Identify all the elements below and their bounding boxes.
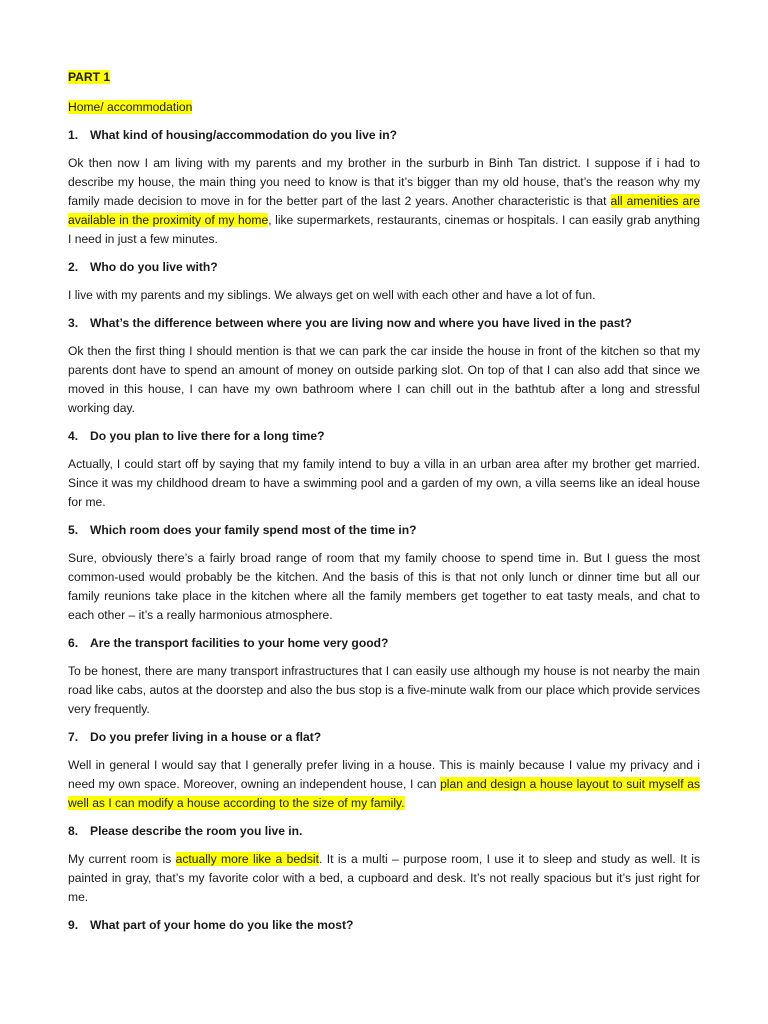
answer-text: To be honest, there are many transport infrastructures that I can easily use although my house is not nearby the main road like cabs, autos at the doorstep and also the bus stop is a five-minute walk from our place which provide services very frequently.	[68, 664, 700, 716]
answer-text: I live with my parents and my siblings. We always get on well with each other and have a lot of fun.	[68, 288, 596, 302]
question-1	[68, 126, 700, 145]
answer-text: Ok then now I am living with my parents and my brother in the surburb in Binh Tan district. I suppose if i had to describe my house, the main thing you need to know is that it’s bigger than my old house, that’s the reason why my family made decision to move in for the better part of the last 2 years. Another characteristic is that	[68, 156, 700, 208]
part-title: PART 1	[68, 70, 111, 84]
question-text: Are the transport facilities to your home very good?	[90, 636, 389, 650]
answer-text: My current room is	[68, 852, 176, 866]
question-number: 1.	[68, 128, 79, 142]
highlighted-phrase: actually more like a bedsit	[175, 852, 319, 866]
question-6	[68, 634, 700, 653]
question-number: 4.	[68, 429, 79, 443]
answer-4	[68, 455, 700, 512]
highlighted-phrase: plan and design a house layout to suit myself as well as I can modify a house according to the size of my family.	[68, 777, 700, 810]
answer-text: Actually, I could start off by saying that my family intend to buy a villa in an urban area after my brother get married. Since it was my childhood dream to have a swimming pool and a garden of my own, a villa seems like an ideal house for me.	[68, 457, 700, 509]
question-3	[68, 314, 700, 333]
answer-2	[68, 286, 700, 305]
question-text: What part of your home do you like the most?	[90, 918, 354, 932]
answer-6	[68, 662, 700, 719]
question-text: Do you plan to live there for a long time?	[90, 429, 325, 443]
question-text: Which room does your family spend most of the time in?	[90, 523, 417, 537]
question-text: Who do you live with?	[90, 260, 218, 274]
question-text: Please describe the room you live in.	[90, 824, 303, 838]
answer-text: , like supermarkets, restaurants, cinemas or hospitals. I can easily grab anything I need in just a few minutes.	[68, 213, 700, 246]
highlighted-phrase: all amenities are available in the proximity of my home	[68, 194, 700, 227]
section-title: Home/ accommodation	[68, 100, 193, 114]
question-number: 9.	[68, 918, 79, 932]
answer-7	[68, 756, 700, 813]
question-number: 5.	[68, 523, 79, 537]
answer-text: Well in general I would say that I generally prefer living in a house. This is mainly because I value my privacy and i need my own space. Moreover, owning an independent house, I can	[68, 758, 700, 791]
question-8	[68, 822, 700, 841]
answer-5	[68, 549, 700, 625]
answer-text: Sure, obviously there’s a fairly broad range of room that my family choose to spend time in. But I guess the most common-used would probably be the kitchen. And the basis of this is that not only lunch or dinner time but all our family reunions take place in the kitchen where all the family members get together to eat tasty meals, and chat to each other – it’s a really harmonious atmosphere.	[68, 551, 700, 622]
answer-8	[68, 850, 700, 907]
question-text: What’s the difference between where you are living now and where you have lived in the past?	[90, 316, 632, 330]
answer-3	[68, 342, 700, 418]
qa-list	[68, 126, 700, 935]
question-text: Do you prefer living in a house or a flat?	[90, 730, 322, 744]
question-number: 2.	[68, 260, 79, 274]
question-text: What kind of housing/accommodation do you live in?	[90, 128, 398, 142]
question-number: 8.	[68, 824, 79, 838]
answer-text: . It is a multi – purpose room, I use it to sleep and study as well. It is painted in gray, that’s my favorite color with a bed, a cupboard and desk. It’s not really spacious but it’s just right for me.	[68, 852, 700, 904]
question-4	[68, 427, 700, 446]
question-number: 7.	[68, 730, 79, 744]
question-5	[68, 521, 700, 540]
question-7	[68, 728, 700, 747]
question-2	[68, 258, 700, 277]
answer-1	[68, 154, 700, 249]
answer-text: Ok then the first thing I should mention is that we can park the car inside the house in front of the kitchen so that my parents dont have to spend an amount of money on outside parking slot. On top of that I can also add that since we moved in this house, I can have my own bathroom where I can chill out in the bathtub after a long and stressful working day.	[68, 344, 700, 415]
question-number: 6.	[68, 636, 79, 650]
question-number: 3.	[68, 316, 79, 330]
question-9	[68, 916, 700, 935]
